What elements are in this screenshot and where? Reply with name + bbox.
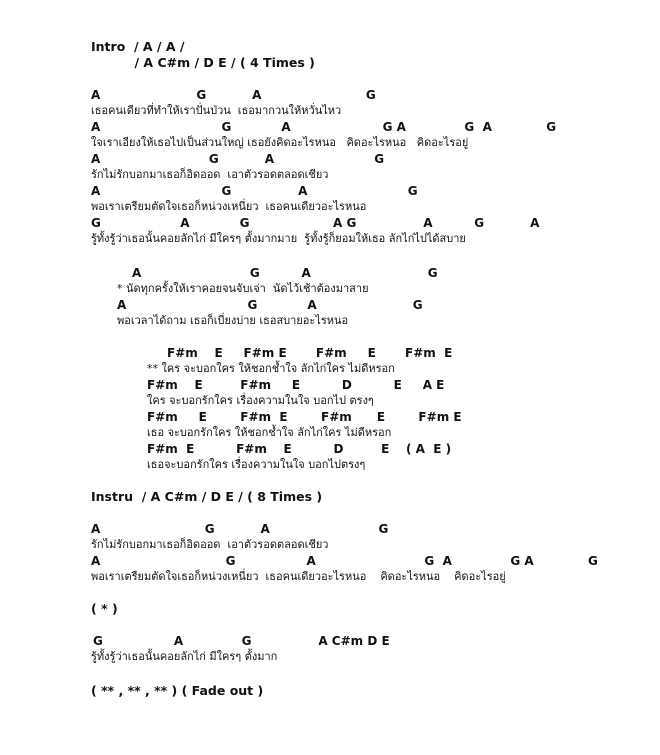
- lyric-line: ใจเราเอียงให้เธอไปเป็นส่วนใหญ่ เธอยังคิดอะไรหนอ คิดอะไรหนอ คิดอะไรอยู่: [91, 136, 469, 149]
- lyric-line: เธอ จะบอกรักใคร ให้ชอกช้ำใจ ลักไก่ใคร ไม่ดีหรอก: [147, 426, 392, 439]
- chord-line: A G A G: [132, 266, 438, 280]
- section-heading: ( * ): [91, 601, 118, 616]
- lyric-line: พอเราเตรียมตัดใจเธอก็หน่วงเหนี่ยว เธอคนเดียวอะไรหนอ คิดอะไรหนอ คิดอะไรอยู่: [91, 570, 506, 583]
- lyric-line: พอเราเตรียมตัดใจเธอก็หน่วงเหนี่ยว เธอคนเดียวอะไรหนอ: [91, 200, 367, 213]
- chord-line: A G A G: [117, 298, 423, 312]
- chord-line: A G A G A G A G: [91, 120, 557, 134]
- section-heading: ( ** , ** , ** ) ( Fade out ): [91, 683, 264, 698]
- chord-line: G A G A C#m D E: [93, 634, 390, 648]
- chord-line: F#m E F#m E F#m E F#m E: [167, 346, 453, 360]
- chord-line: F#m E F#m E D E ( A E ): [147, 442, 452, 456]
- lyric-line: รู้ทั้งรู้ว่าเธอนั้นคอยลักไก่ มีใครๆ ตั้งมาก: [91, 650, 278, 663]
- section-heading: Instru / A C#m / D E / ( 8 Times ): [91, 489, 323, 504]
- lyric-line: ใคร จะบอกรักใคร เรื่องความในใจ บอกไป ตรงๆ: [147, 394, 374, 407]
- lyric-line: รู้ทั้งรู้ว่าเธอนั้นคอยลักไก่ มีใครๆ ตั้งมากมาย รู้ทั้งรู้ก็ยอมให้เธอ ลักไก่ไปได้สบาย: [91, 232, 466, 245]
- section-heading: / A C#m / D E / ( 4 Times ): [91, 55, 315, 70]
- lyric-line: รักไม่รักบอกมาเธอก็อิดออด เอาตัวรอดตลอดเชียว: [91, 538, 329, 551]
- lyric-line: รักไม่รักบอกมาเธอก็อิดออด เอาตัวรอดตลอดเชียว: [91, 168, 329, 181]
- chord-line: A G A G: [91, 184, 418, 198]
- chord-line: F#m E F#m E D E A E: [147, 378, 445, 392]
- chord-line: A G A G: [91, 88, 376, 102]
- lyric-line: * นัดทุกครั้งให้เราคอยจนจับเจ่า นัดไว้เช้าต้องมาสาย: [117, 282, 369, 295]
- lyric-line: เธอคนเดียวที่ทำให้เราปั่นป่วน เธอมากวนให้หวั่นไหว: [91, 104, 342, 117]
- chord-line: G A G A G A G A: [91, 216, 540, 230]
- lyric-line: ** ใคร จะบอกใคร ให้ชอกช้ำใจ ลักไก่ใคร ไม่ดีหรอก: [147, 362, 395, 375]
- chord-line: A G A G: [91, 152, 385, 166]
- chord-line: F#m E F#m E F#m E F#m E: [147, 410, 462, 424]
- chord-line: A G A G: [91, 522, 389, 536]
- lyric-line: เธอจะบอกรักใคร เรื่องความในใจ บอกไปตรงๆ: [147, 458, 366, 471]
- section-heading: Intro / A / A /: [91, 39, 185, 54]
- chord-line: A G A G A G A G: [91, 554, 598, 568]
- lyric-line: พอเวลาได้ถาม เธอก็เบี่ยงบ่าย เธอสบายอะไรหนอ: [117, 314, 349, 327]
